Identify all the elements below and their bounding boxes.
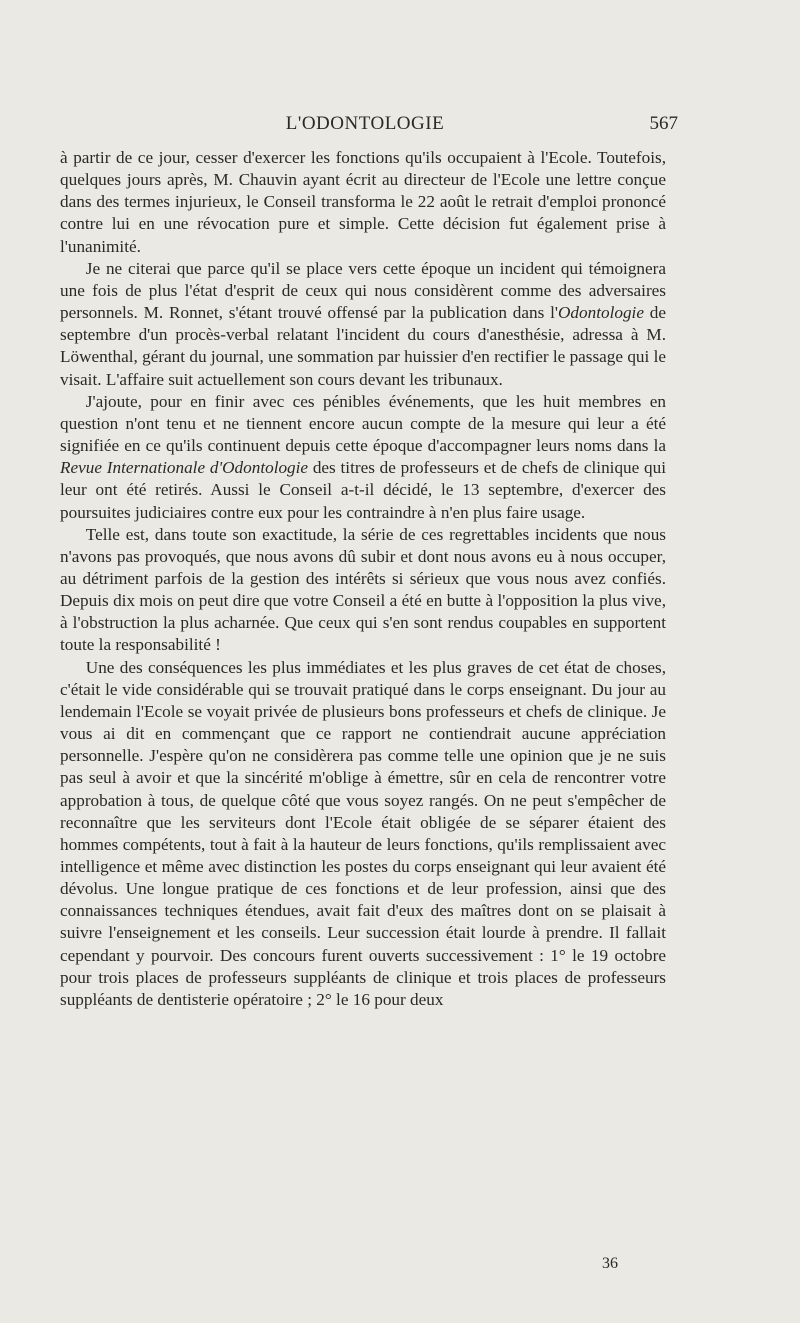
paragraph-3-text-a: J'ajoute, pour en finir avec ces pénibles événements, que les huit membres en question n'ont tenu et ne tiennent encore aucun compte de la mesure qui leur a été signifiée en ce qu'ils continuent depuis cette époque d'accompagner leurs noms dans la <box>60 391 666 456</box>
paragraph-2-text-a: Je ne citerai que parce qu'il se place vers cette époque un incident qui témoignera une fois de plus l'état d'esprit de ceux qui nous considèrent comme des adversaires personnels. M. Ronnet, s'étant trouvé offensé par la publication dans l' <box>60 258 666 323</box>
page-header <box>60 113 678 137</box>
paragraph-3 <box>60 391 666 524</box>
paragraph-1: à partir de ce jour, cesser d'exercer les fonctions qu'ils occupaient à l'Ecole. Toutefois, quelques jours après, M. Chauvin ayant écrit au directeur de l'Ecole une lettre conçue dans des termes injurieux, le Conseil transforma le 22 août le retrait d'emploi prononcé contre lui en une révocation pure et simple. Cette décision fut également prise à l'unanimité. <box>60 148 666 256</box>
paragraph-2 <box>60 258 666 391</box>
signature-mark: 36 <box>602 1255 618 1272</box>
paragraph-3-text-b: des titres de professeurs et de chefs de clinique qui leur ont été retirés. Aussi le Conseil a-t-il décidé, le 13 septembre, d'exercer des poursuites judiciaires contre eux pour les contraindre à n'en plus faire usage. <box>60 458 666 522</box>
body-text <box>60 147 666 1011</box>
page-number: 567 <box>649 113 678 134</box>
paragraph-4: Telle est, dans toute son exactitude, la série de ces regrettables incidents que nous n'avons pas provoqués, que nous avons dû subir et dont nous avons eu à nous occuper, au détriment parfois de la gestion des intérêts si sérieux que vous nous avez confiés. Depuis dix mois on peut dire que votre Conseil a été en butte à l'opposition la plus vive, à l'obstruction la plus acharnée. Que ceux qui s'en sont rendus coupables en supportent toute la responsabilité ! <box>60 524 666 655</box>
paragraph-5: Une des conséquences les plus immédiates et les plus graves de cet état de choses, c'était le vide considérable qui se trouvait pratiqué dans le corps enseignant. Du jour au lendemain l'Ecole se voyait privée de plusieurs bons professeurs et chefs de clinique. Je vous ai dit en commençant que ce rapport ne contiendrait aucune appréciation personnelle. J'espère qu'on ne considèrera pas comme telle une opinion que je ne suis pas seul à avoir et que la sincérité m'oblige à émettre, sûr en cela de rencontrer votre approbation à tous, de quelque côté que vous soyez rangés. On ne peut s'empêcher de reconnaître que les serviteurs dont l'Ecole était obligée de se séparer étaient des hommes compétents, tout à fait à la hauteur de leurs fonctions, qu'ils remplissaient avec intelligence et même avec distinction les postes du corps enseignant qui leur avaient été dévolus. Une longue pratique de ces fonctions et de leur profession, ainsi que des connaissances techniques étendues, avait fait d'eux des maîtres dont on se plaisait à suivre l'enseignement et les conseils. Leur succession était lourde à prendre. Il fallait cependant y pourvoir. Des concours furent ouverts successivement : 1° le 19 octobre pour trois places de professeurs suppléants de clinique et trois places de professeurs suppléants de dentisterie opératoire ; 2° le 16 pour deux <box>60 657 666 1009</box>
journal-title-revue: Revue Internationale d'Odontologie <box>60 458 309 478</box>
running-title: L'ODONTOLOGIE <box>285 113 445 134</box>
journal-title-odontologie: Odontologie <box>558 303 644 323</box>
paragraph-2-text-b: de septembre d'un procès-verbal relatant l'incident du cours d'anesthésie, adressa à M. Löwenthal, gérant du journal, une sommation par huissier d'en rectifier le passage qui le visait. L'affaire suit actuellement son cours devant les tribunaux. <box>60 303 667 389</box>
